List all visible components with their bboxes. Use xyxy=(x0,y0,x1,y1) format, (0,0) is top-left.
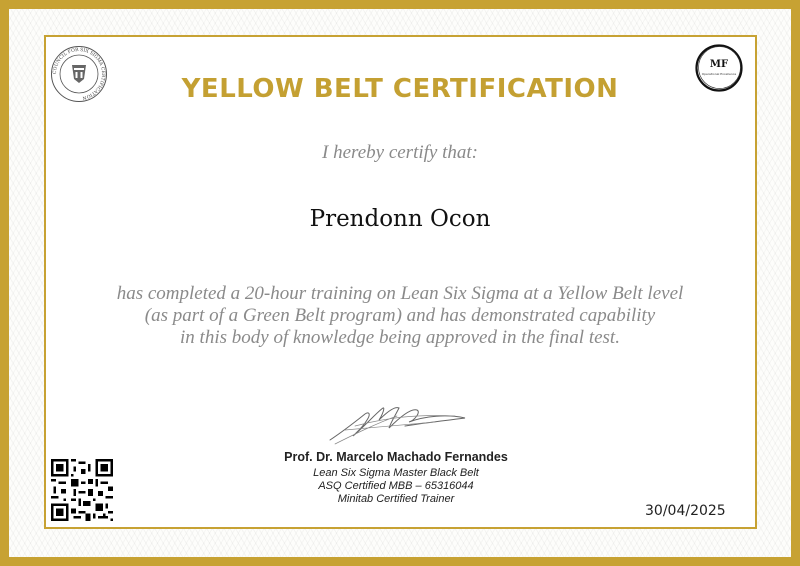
issue-date: 30/04/2025 xyxy=(645,503,726,519)
description-line: (as part of a Green Belt program) and has demonstrated capability xyxy=(144,305,656,326)
description-line: has completed a 20-hour training on Lean Six Sigma at a Yellow Belt level xyxy=(116,283,684,304)
signer-credential: Lean Six Sigma Master Black Belt xyxy=(313,467,479,479)
mf-tagline: Operational Excellence xyxy=(701,72,737,76)
certify-statement: I hereby certify that: xyxy=(322,142,478,163)
recipient-name: Prendonn Ocon xyxy=(309,206,491,232)
description-line: in this body of knowledge being approved in the final test. xyxy=(180,327,620,348)
certificate-description xyxy=(0,283,800,349)
seal-ring-text: COUNCIL FOR SIX SIGMA CERTIFICATION xyxy=(52,47,106,100)
handwritten-signature xyxy=(325,400,470,446)
signer-credential: ASQ Certified MBB – 65316044 xyxy=(318,480,474,492)
certificate-title: YELLOW BELT CERTIFICATION xyxy=(181,74,619,104)
verification-qr-code[interactable] xyxy=(51,459,113,521)
signer-credential: Minitab Certified Trainer xyxy=(337,493,455,505)
mf-initials: MF xyxy=(709,59,729,70)
signer-name: Prof. Dr. Marcelo Machado Fernandes xyxy=(284,450,508,464)
